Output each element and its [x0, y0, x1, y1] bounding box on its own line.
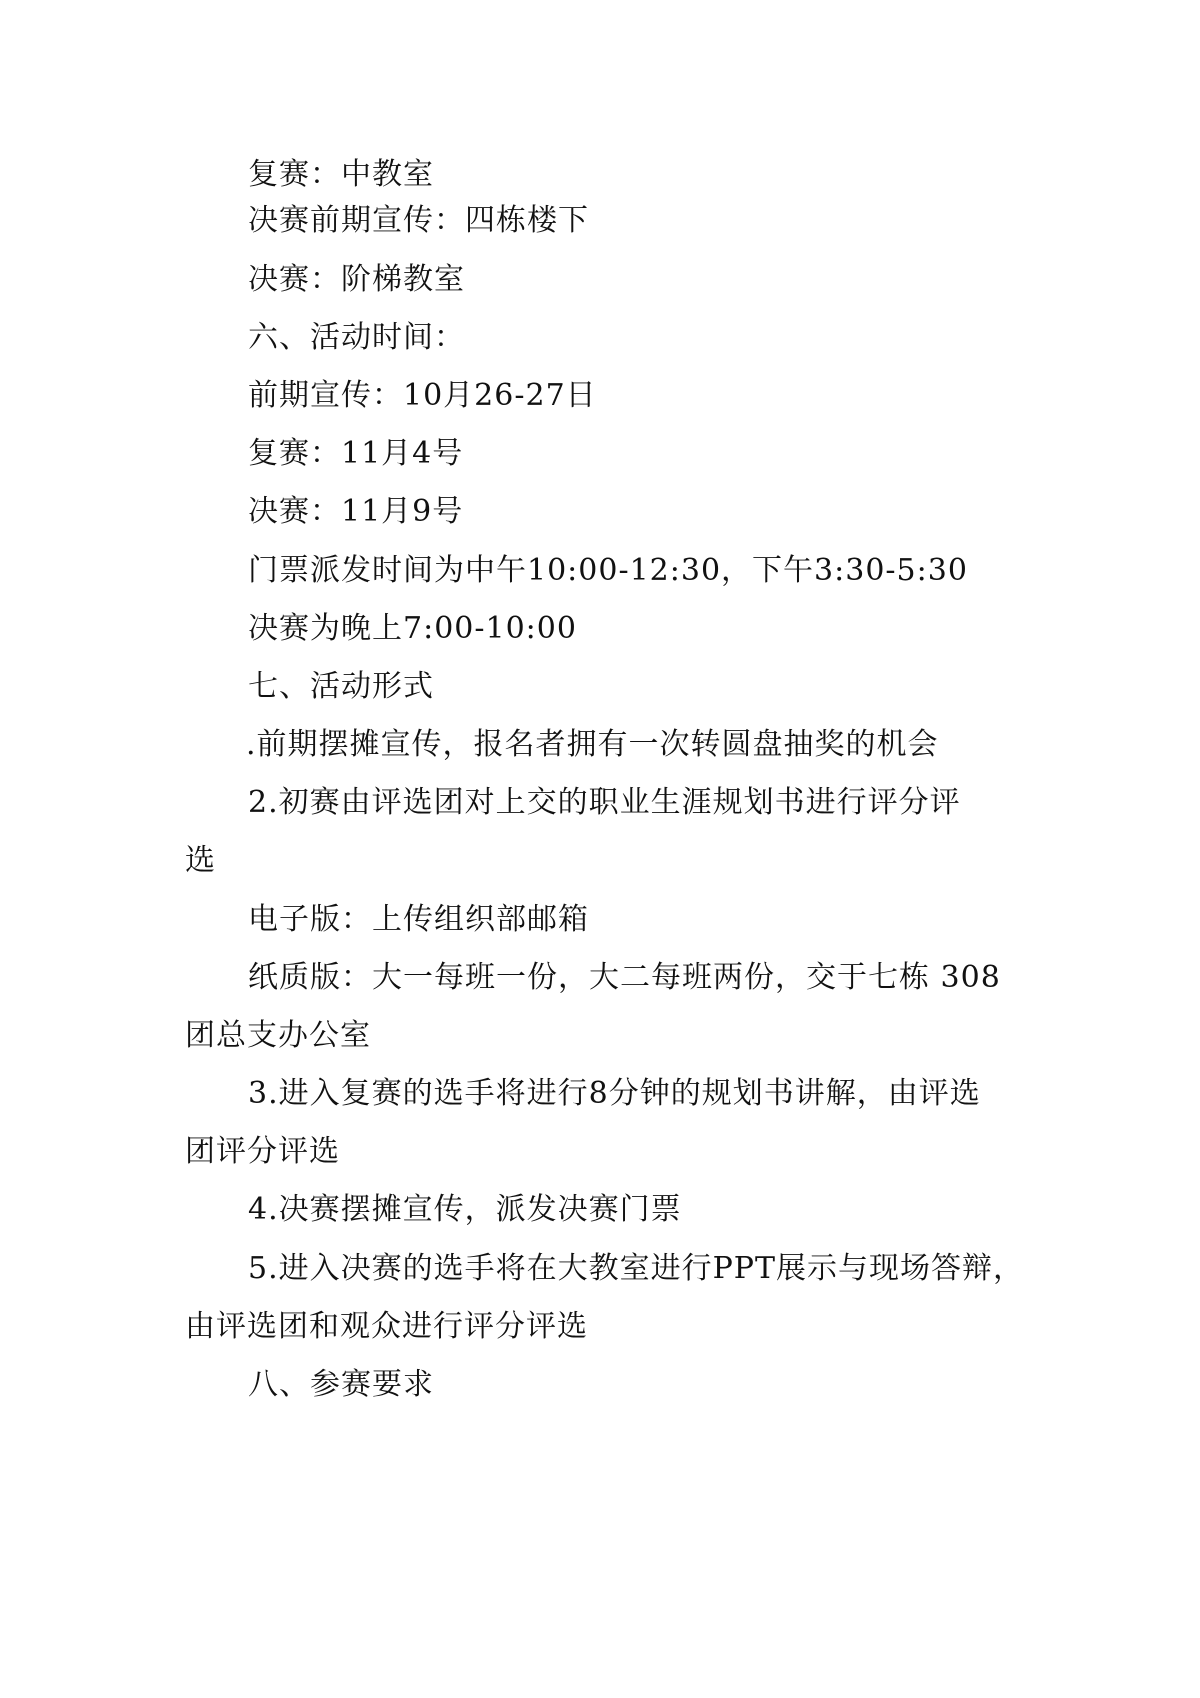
list-item-2-continued: 选	[185, 843, 216, 878]
text-line-rematch-date: 复赛：11月4号	[248, 436, 464, 471]
heading-requirements: 八、参赛要求	[248, 1367, 434, 1402]
text-line-final-date: 决赛：11月9号	[248, 494, 464, 529]
list-item-3-continued: 团评分评选	[185, 1134, 340, 1169]
text-line-rematch-venue: 复赛：中教室	[248, 157, 434, 192]
text-line-final-venue: 决赛：阶梯教室	[248, 262, 465, 297]
list-item-3: 3.进入复赛的选手将进行8分钟的规划书讲解，由评选	[248, 1076, 981, 1111]
text-line-final-promo-venue: 决赛前期宣传：四栋楼下	[248, 203, 589, 238]
text-line-promo-date: 前期宣传：10月26-27日	[248, 378, 597, 413]
list-item-5: 5.进入决赛的选手将在大教室进行PPT展示与现场答辩，	[248, 1251, 1025, 1286]
text-line-paper-version-continued: 团总支办公室	[185, 1018, 371, 1053]
heading-activity-format: 七、活动形式	[248, 669, 434, 704]
list-item-2: 2.初赛由评选团对上交的职业生涯规划书进行评分评	[248, 785, 961, 820]
list-item-1: .前期摆摊宣传，报名者拥有一次转圆盘抽奖的机会	[246, 727, 939, 762]
text-line-electronic-version: 电子版：上传组织部邮箱	[248, 902, 589, 937]
list-item-4: 4.决赛摆摊宣传，派发决赛门票	[248, 1192, 682, 1227]
text-line-paper-version: 纸质版：大一每班一份，大二每班两份，交于七栋 308	[248, 960, 1001, 995]
text-line-final-hours: 决赛为晚上7:00-10:00	[248, 611, 577, 646]
heading-activity-time: 六、活动时间：	[248, 320, 465, 355]
text-line-ticket-hours: 门票派发时间为中午10:00-12:30，下午3:30-5:30	[248, 553, 968, 588]
list-item-5-continued: 由评选团和观众进行评分评选	[185, 1309, 588, 1344]
